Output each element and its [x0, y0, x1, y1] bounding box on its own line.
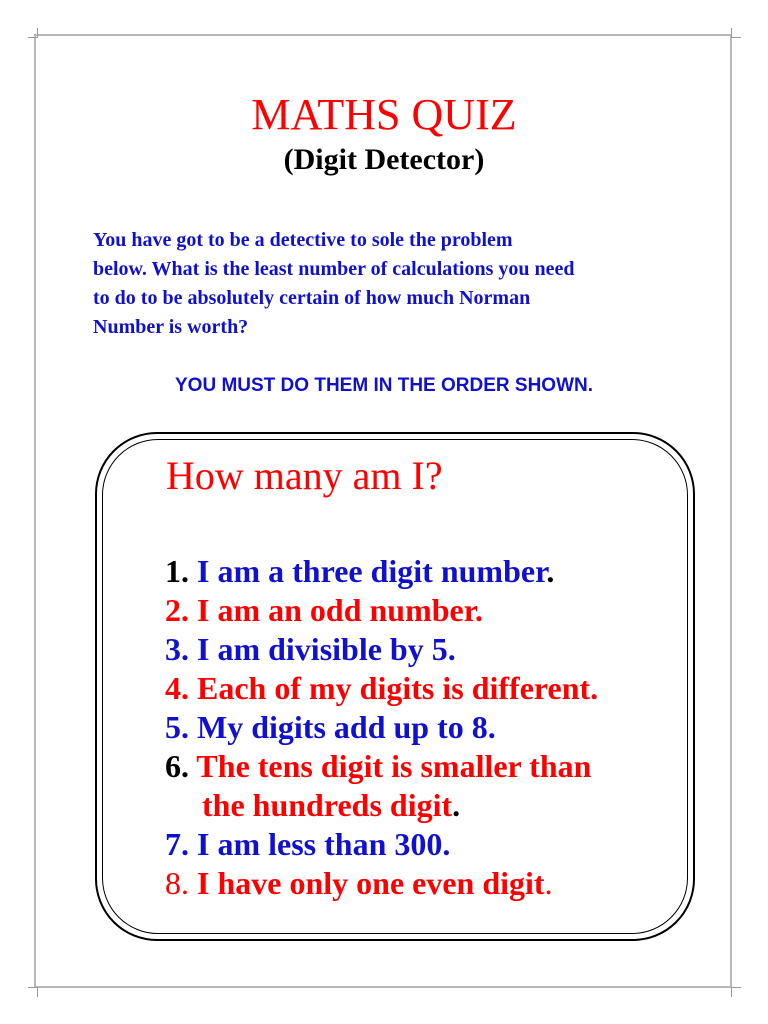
clue-number: 8. [165, 865, 189, 901]
clue-item [165, 708, 598, 747]
clue-number: 1. [165, 553, 189, 589]
clue-item [165, 825, 598, 864]
order-instruction: YOU MUST DO THEM IN THE ORDER SHOWN. [175, 375, 593, 396]
intro-paragraph [93, 226, 683, 342]
clue-number: 3. [165, 631, 189, 667]
intro-line: below. What is the least number of calculations you need [93, 258, 575, 280]
clue-number: 7. [165, 826, 189, 862]
clue-item [165, 630, 598, 669]
clue-number: 5. [165, 709, 189, 745]
clue-item [165, 552, 598, 591]
clue-text: I have only one even digit [197, 865, 545, 901]
clue-item [165, 747, 598, 825]
clue-number: 4. [165, 670, 189, 706]
clue-number: 2. [165, 592, 189, 628]
quiz-title: MATHS QUIZ [251, 90, 517, 139]
clue-text: I am less than 300. [197, 826, 451, 862]
clue-text-line-2: the hundreds digit [202, 787, 453, 823]
intro-line: to do to be absolutely certain of how much Norman [93, 287, 531, 309]
corner-mark-bottom-right [731, 987, 741, 997]
clue-box-heading: How many am I? [166, 453, 443, 498]
clue-text: I am a three digit number [197, 553, 547, 589]
clue-text: I am divisible by 5. [197, 631, 456, 667]
intro-line: You have got to be a detective to sole the problem [93, 229, 513, 251]
corner-mark-top-left [28, 28, 38, 38]
clue-end: . [544, 865, 553, 901]
intro-line: Number is worth? [93, 316, 249, 338]
clue-text: My digits add up to 8. [197, 709, 496, 745]
clue-end: . [452, 787, 461, 823]
clue-text-continued [165, 786, 598, 825]
clue-text: The tens digit is smaller than [196, 748, 592, 784]
clue-item [165, 864, 598, 903]
clue-text: Each of my digits is different. [197, 670, 599, 706]
clue-text: I am an odd number. [197, 592, 484, 628]
quiz-subtitle: (Digit Detector) [283, 143, 485, 176]
corner-mark-bottom-left [28, 987, 38, 997]
clue-item [165, 591, 598, 630]
clue-item [165, 669, 598, 708]
clue-list [165, 552, 598, 903]
clue-end: . [546, 553, 555, 589]
clue-number: 6. [165, 748, 189, 784]
corner-mark-top-right [731, 28, 741, 38]
